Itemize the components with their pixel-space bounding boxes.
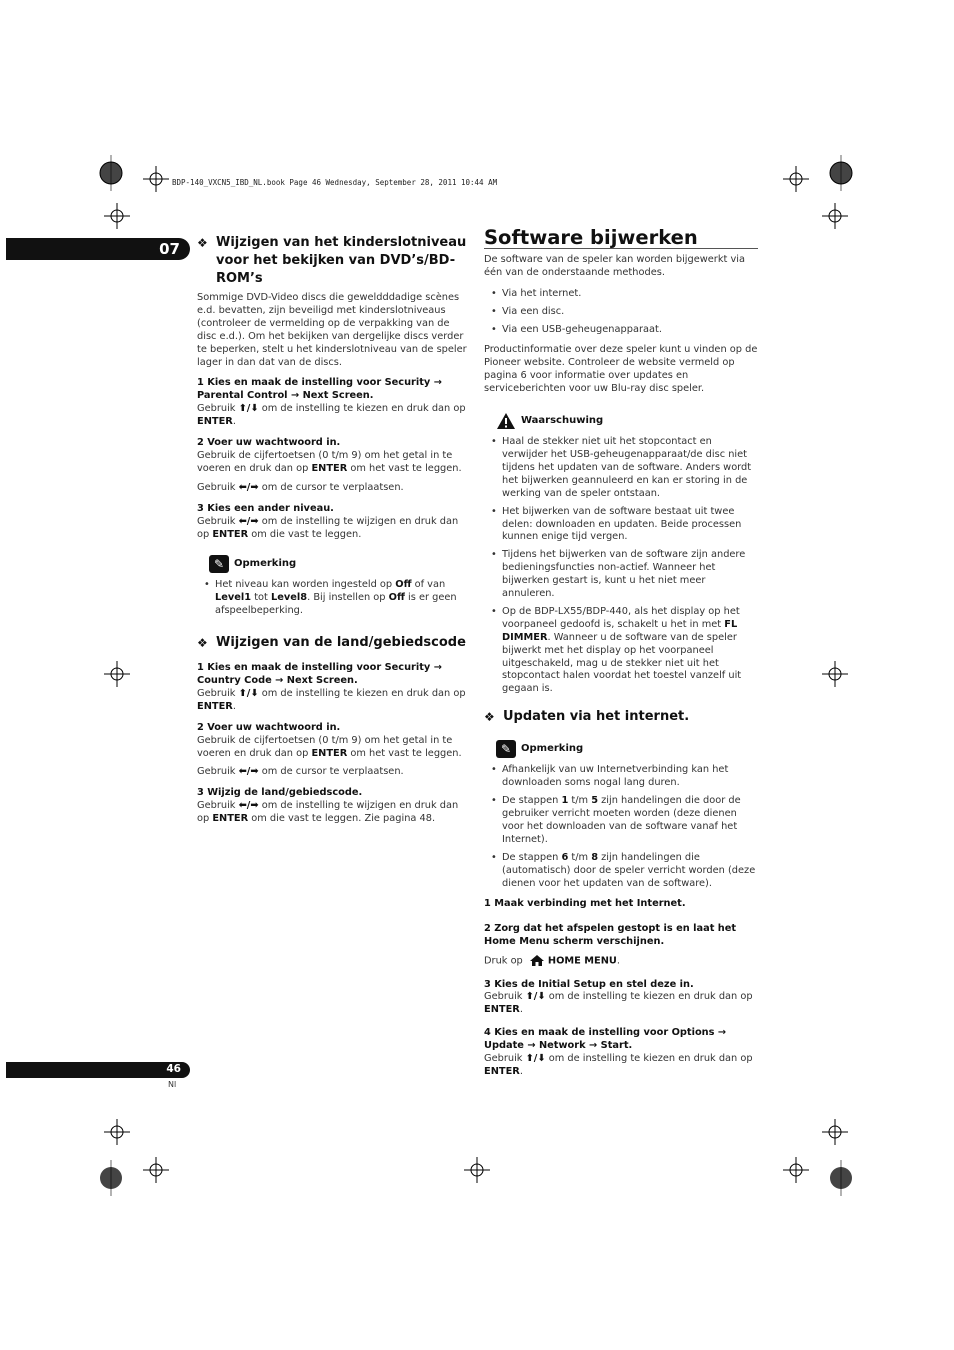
section-intro: Sommige DVD-Video discs die geweldddadige scènes e.d. bevatten, zijn beveiligd met kinderslotniveaus (controleer de vermelding op de verpakking van de disc e.d.). Om het bekijken van dergelijke discs verder te beperken, stelt u het kinderslotniveau van de speler lager in dan dat van de discs. [197, 292, 467, 368]
crosshair-mark-icon [822, 203, 848, 229]
crosshair-mark-icon [143, 1157, 169, 1183]
warning-icon [496, 412, 516, 430]
step-body: Gebruik ⬅/➡ om de instelling te wijzigen en druk dan op ENTER om die vast te leggen. [197, 515, 459, 540]
note-list [484, 764, 758, 890]
right-column [484, 226, 758, 1085]
crosshair-mark-icon [822, 1119, 848, 1145]
diamond-bullet-icon: ❖ [197, 636, 208, 651]
note-heading: ✎ Opmerking [496, 740, 758, 758]
section-heading: ❖ Wijzigen van het kinderslotniveau voor het bekijken van DVD’s/BD-ROM’s [197, 235, 467, 286]
step-title: 1 Kies en maak de instelling voor Security → Country Code → Next Screen. [197, 662, 442, 687]
list-item: • Afhankelijk van uw Internetverbinding kan het downloaden soms nogal lang duren. [484, 764, 758, 790]
warning-list [484, 436, 758, 696]
step-body: Gebruik de cijfertoetsen (0 t/m 9) om het getal in te voeren en druk dan op ENTER om het vast te leggen. [197, 449, 462, 474]
step-body: Gebruik ⬅/➡ om de cursor te verplaatsen. [197, 766, 404, 778]
warning-heading: Waarschuwing [496, 412, 758, 430]
step-body: Gebruik ⬅/➡ om de instelling te wijzigen en druk dan op ENTER om die vast te leggen. Zie pagina 48. [197, 800, 459, 825]
list-item: • Het niveau kan worden ingesteld op Off of van Level1 tot Level8. Bij instellen op Off is er geen afspeelbeperking. [197, 579, 471, 618]
diamond-bullet-icon: ❖ [197, 236, 208, 250]
pencil-note-icon: ✎ [496, 740, 516, 758]
print-header: BDP-140_VXCN5_IBD_NL.book Page 46 Wednesday, September 28, 2011 10:44 AM [172, 178, 498, 187]
list-item: • Via het internet. [484, 288, 758, 301]
chapter-number: 07 [159, 240, 180, 258]
crosshair-mark-icon [464, 1157, 490, 1183]
page-title: Software bijwerken [484, 232, 758, 249]
step-title: 3 Kies de Initial Setup en stel deze in. [484, 978, 694, 990]
registration-rosette-icon [98, 1160, 126, 1196]
step-title: 1 Maak verbinding met het Internet. [484, 898, 686, 910]
section-heading: ❖ Wijzigen van de land/gebiedscode [197, 635, 466, 651]
list-item: • Via een disc. [484, 306, 758, 319]
language-code: Nl [168, 1080, 177, 1089]
chapter-tab [6, 238, 190, 260]
step-body: Gebruik ⬆/⬇ om de instelling te kiezen en druk dan op ENTER. [197, 687, 466, 712]
list-item: • De stappen 1 t/m 5 zijn handelingen die door de gebruiker verricht moeten worden (deze dienen voor het downloaden van de software vanaf het Internet). [484, 795, 758, 847]
step-body: Gebruik ⬆/⬇ om de instelling te kiezen en druk dan op ENTER. [484, 1053, 753, 1077]
crosshair-mark-icon [104, 661, 130, 687]
list-item: • Haal de stekker niet uit het stopcontact en verwijder het USB-geheugenapparaat/de disc niet tijdens het updaten van de software. Anders wordt het bijwerken geannuleerd en kan er storing in de werking van de speler ontstaan. [484, 436, 758, 501]
step-body: Gebruik ⬆/⬇ om de instelling te kiezen en druk dan op ENTER. [484, 991, 753, 1016]
step-body: Gebruik ⬆/⬇ om de instelling te kiezen en druk dan op ENTER. [197, 403, 466, 428]
page-number: 46 [166, 1063, 181, 1075]
step-body: Gebruik ⬅/➡ om de cursor te verplaatsen. [197, 481, 404, 493]
page-number-tab [6, 1062, 190, 1078]
list-item: • Tijdens het bijwerken van de software zijn andere bedieningsfuncties non-actief. Wanneer het bijwerken gestart is, kunt u het niet meer annuleren. [484, 549, 758, 601]
diamond-bullet-icon: ❖ [484, 710, 495, 725]
crosshair-mark-icon [143, 166, 169, 192]
registration-rosette-icon [826, 155, 854, 191]
list-item: • Via een USB-geheugenapparaat. [484, 324, 758, 337]
info-paragraph: Productinformatie over deze speler kunt u vinden op de Pioneer website. Controleer de website vermeld op pagina 6 voor informatie over updates en serviceberichten voor uw Blu-ray disc speler. [484, 344, 758, 395]
step-title: 2 Voer uw wachtwoord in. [197, 721, 341, 733]
note-heading: ✎ Opmerking [209, 555, 471, 573]
crosshair-mark-icon [822, 661, 848, 687]
list-item: • De stappen 6 t/m 8 zijn handelingen die (automatisch) door de speler verricht worden (deze dienen voor het updaten van de software). [484, 852, 758, 891]
crosshair-mark-icon [104, 203, 130, 229]
step-title: 4 Kies en maak de instelling voor Options → Update → Network → Start. [484, 1027, 727, 1052]
method-list [484, 288, 758, 337]
step-body: Druk op HOME MENU. [484, 955, 621, 967]
home-icon [530, 955, 544, 966]
step-title: 2 Zorg dat het afspelen gestopt is en laat het Home Menu scherm verschijnen. [484, 923, 737, 948]
list-item: • Op de BDP-LX55/BDP-440, als het display op het voorpaneel gedoofd is, schakelt u het in met FL DIMMER. Wanneer u de software van de speler bijwerkt met het display op het voorpaneel uitgeschakeld, mag u de stekker niet uit het stopcontact halen voordat het toestel vanzelf uit gegaan is. [484, 606, 758, 696]
crosshair-mark-icon [783, 166, 809, 192]
pencil-note-icon: ✎ [209, 555, 229, 573]
step-body: Gebruik de cijfertoetsen (0 t/m 9) om het getal in te voeren en druk dan op ENTER om het vast te leggen. [197, 734, 462, 759]
crosshair-mark-icon [783, 1157, 809, 1183]
registration-rosette-icon [826, 1160, 854, 1196]
step-title: 3 Wijzig de land/gebiedscode. [197, 787, 363, 799]
note-list [197, 579, 471, 618]
left-column [197, 234, 471, 832]
section-heading: ❖ Updaten via het internet. [484, 709, 690, 725]
section-intro: De software van de speler kan worden bijgewerkt via één van de onderstaande methodes. [484, 253, 745, 278]
step-title: 2 Voer uw wachtwoord in. [197, 437, 341, 449]
registration-rosette-icon [98, 155, 126, 191]
crosshair-mark-icon [104, 1119, 130, 1145]
step-title: 1 Kies en maak de instelling voor Security → Parental Control → Next Screen. [197, 377, 442, 402]
step-title: 3 Kies een ander niveau. [197, 502, 334, 514]
list-item: • Het bijwerken van de software bestaat uit twee delen: downloaden en updaten. Beide processen kunnen enige tijd vergen. [484, 506, 758, 545]
